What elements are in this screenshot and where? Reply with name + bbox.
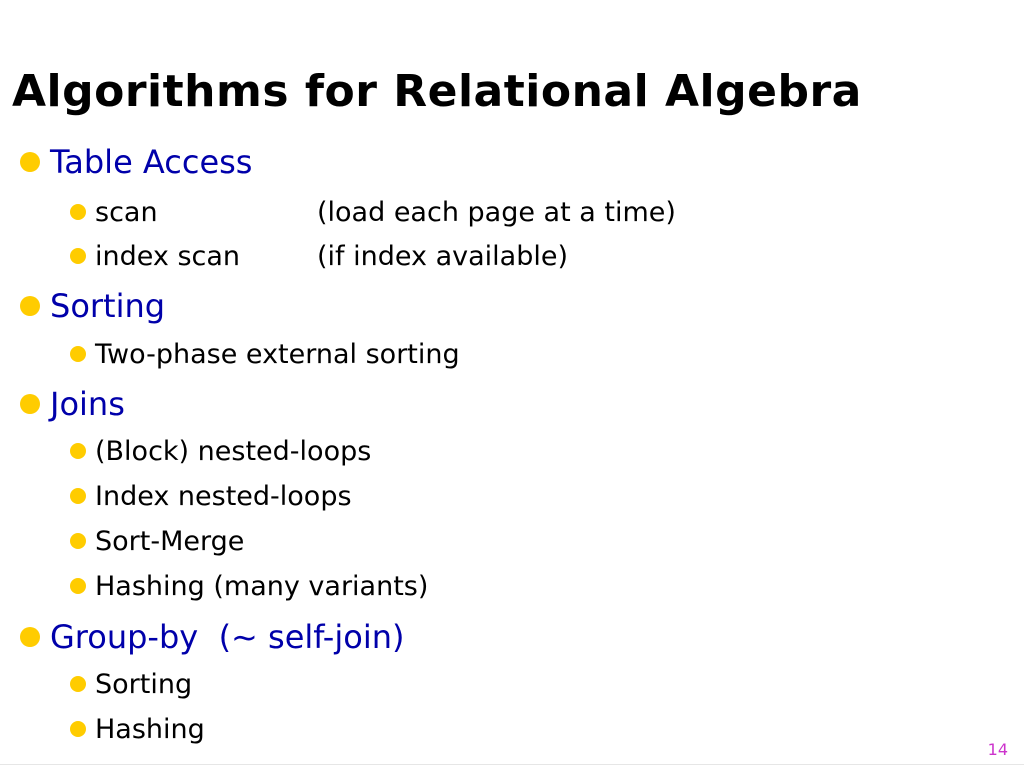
- bullet-dot-icon: [70, 204, 86, 220]
- bullet-sorting: [20, 284, 165, 328]
- bullet-sorting-label: Sorting: [50, 287, 166, 325]
- footer-divider: [0, 764, 1024, 765]
- sub-bullet-scan: [70, 194, 676, 230]
- sub-bullet-two-phase-sorting: [70, 336, 460, 372]
- bullet-table-access-label: Table Access: [50, 143, 253, 181]
- bullet-group-by-label: Group-by (~ self-join): [50, 618, 405, 656]
- bullet-dot-icon: [70, 676, 86, 692]
- sub-bullet-block-nested-loops-label: (Block) nested-loops: [95, 435, 372, 467]
- sub-bullet-sort-merge-label: Sort-Merge: [95, 525, 245, 557]
- sub-bullet-group-by-sorting-label: Sorting: [95, 668, 193, 700]
- sub-bullet-scan-note: (load each page at a time): [317, 196, 676, 228]
- bullet-group-by: [20, 615, 404, 659]
- bullet-table-access: [20, 140, 252, 184]
- bullet-dot-icon: [70, 443, 86, 459]
- bullet-dot-icon: [70, 533, 86, 549]
- page-number: 14: [987, 740, 1008, 759]
- bullet-dot-icon: [20, 394, 40, 414]
- sub-bullet-group-by-hashing: [70, 711, 205, 747]
- sub-bullet-hashing-variants: [70, 568, 428, 604]
- sub-bullet-sort-merge: [70, 523, 244, 559]
- sub-bullet-index-nested-loops: [70, 478, 352, 514]
- sub-bullet-group-by-sorting: [70, 666, 192, 702]
- sub-bullet-index-scan: [70, 238, 568, 274]
- sub-bullet-two-phase-sorting-label: Two-phase external sorting: [95, 338, 460, 370]
- sub-bullet-index-scan-note: (if index available): [317, 240, 568, 272]
- bullet-dot-icon: [20, 152, 40, 172]
- sub-bullet-group-by-hashing-label: Hashing: [95, 713, 205, 745]
- bullet-dot-icon: [70, 488, 86, 504]
- bullet-dot-icon: [20, 296, 40, 316]
- sub-bullet-scan-name: scan: [95, 196, 158, 228]
- bullet-joins-label: Joins: [50, 385, 125, 423]
- slide-title: Algorithms for Relational Algebra: [12, 66, 862, 117]
- bullet-dot-icon: [70, 346, 86, 362]
- bullet-dot-icon: [70, 721, 86, 737]
- sub-bullet-index-scan-name: index scan: [95, 240, 241, 272]
- bullet-joins: [20, 382, 125, 426]
- bullet-dot-icon: [20, 627, 40, 647]
- sub-bullet-hashing-variants-label: Hashing (many variants): [95, 570, 429, 602]
- sub-bullet-block-nested-loops: [70, 433, 371, 469]
- bullet-dot-icon: [70, 578, 86, 594]
- bullet-dot-icon: [70, 248, 86, 264]
- sub-bullet-index-nested-loops-label: Index nested-loops: [95, 480, 352, 512]
